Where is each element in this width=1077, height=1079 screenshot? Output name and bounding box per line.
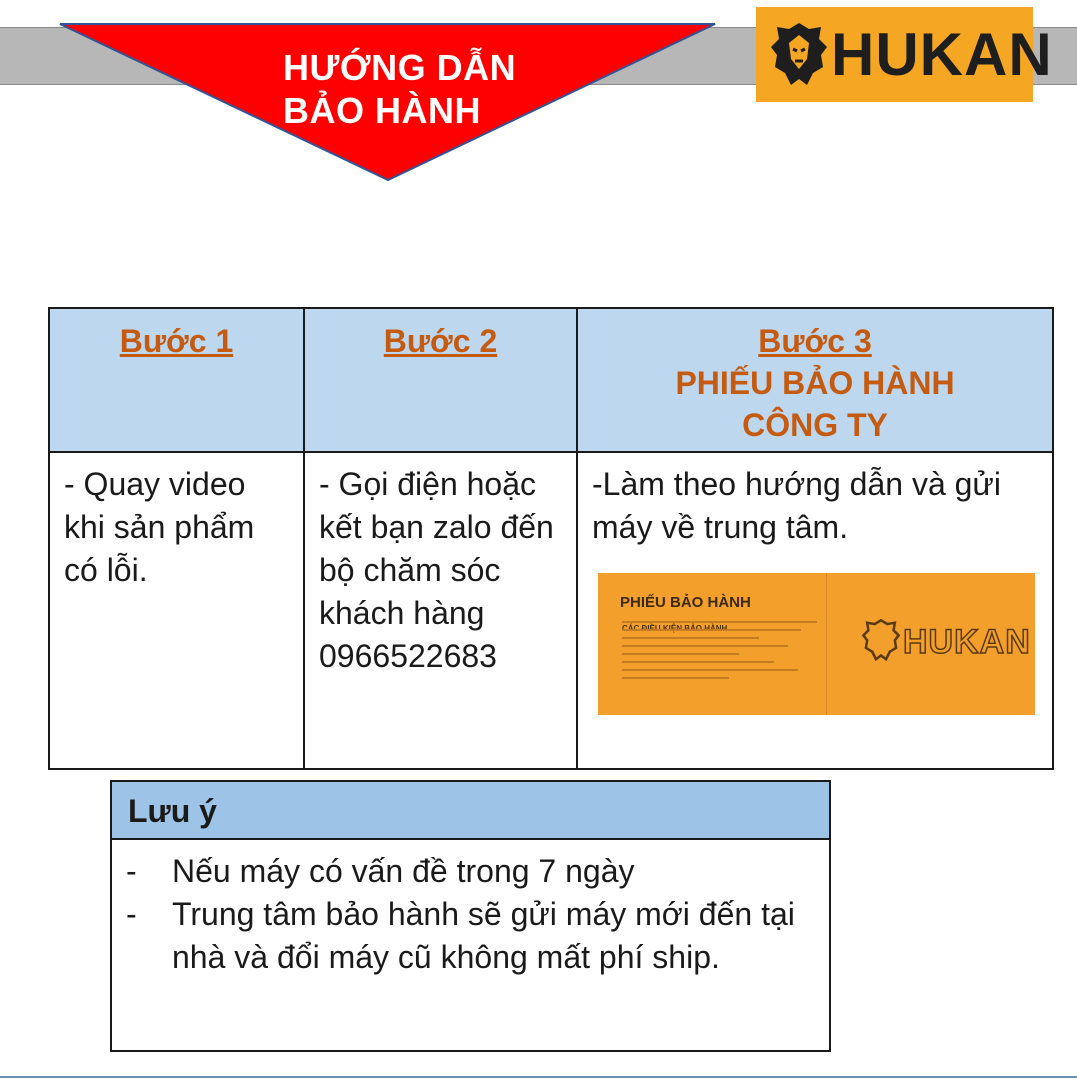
note-item-text: Nếu máy có vấn đề trong 7 ngày — [172, 853, 635, 889]
title-line-2: BẢO HÀNH — [283, 90, 481, 131]
steps-header-row — [49, 308, 1053, 452]
step-3-label: Bước 3 — [758, 323, 872, 359]
bullet-dash: - — [126, 896, 137, 932]
note-heading: Lưu ý — [112, 782, 829, 840]
step-2-header — [304, 308, 577, 452]
steps-table — [48, 307, 1054, 770]
step-1-cell — [49, 452, 304, 769]
step-3-text: -Làm theo hướng dẫn và gửi máy về trung tâm. — [592, 466, 1001, 545]
note-item — [126, 893, 829, 979]
step-2-text: - Gọi điện hoặc kết bạn zalo đến bộ chăm sóc khách hàng 0966522683 — [319, 466, 554, 674]
step-3-subtitle-line-2: CÔNG TY — [742, 407, 888, 443]
step-1-text: - Quay video khi sản phẩm có lỗi. — [64, 466, 255, 588]
brand-logo — [756, 7, 1053, 102]
step-2-cell — [304, 452, 577, 769]
note-item-text: Trung tâm bảo hành sẽ gửi máy mới đến tại nhà và đổi máy cũ không mất phí ship. — [172, 896, 795, 975]
note-item — [126, 850, 829, 893]
note-box — [110, 780, 831, 1052]
card-title: PHIẾU BẢO HÀNH — [620, 594, 751, 611]
brand-name: HUKAN — [831, 21, 1053, 88]
step-2-label: Bước 2 — [383, 323, 498, 359]
card-fine-print — [622, 621, 817, 685]
card-brand: HUKAN — [903, 623, 1031, 661]
steps-body-row — [49, 452, 1053, 769]
step-1-label: Bước 1 — [119, 323, 234, 359]
page-title — [283, 46, 516, 132]
step-3-cell — [577, 452, 1053, 769]
card-lion-icon — [862, 619, 900, 663]
step-3-header — [577, 308, 1053, 452]
lion-icon — [769, 21, 829, 91]
title-line-1: HƯỚNG DẪN — [283, 47, 517, 88]
footer-divider — [0, 1076, 1077, 1078]
step-3-subtitle-line-1: PHIẾU BẢO HÀNH — [675, 365, 955, 401]
bullet-dash: - — [126, 853, 137, 889]
step-1-header — [49, 308, 304, 452]
card-fold — [826, 573, 827, 715]
note-list — [112, 840, 829, 979]
warranty-card-image — [598, 573, 1035, 715]
